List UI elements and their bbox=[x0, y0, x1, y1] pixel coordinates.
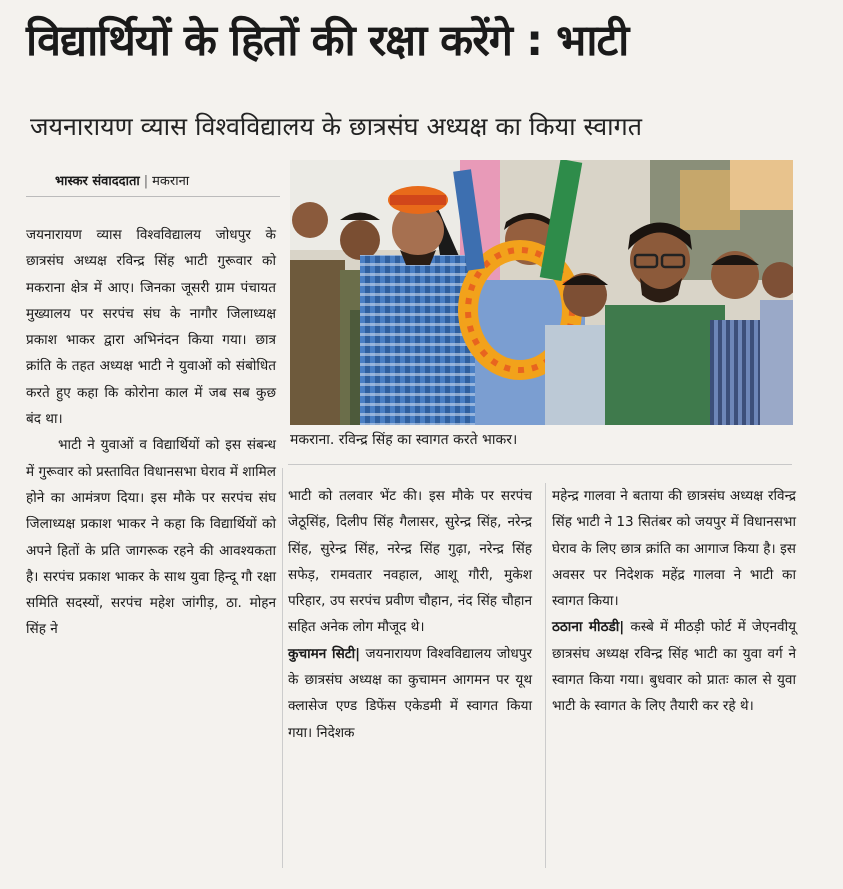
section-rule bbox=[288, 464, 792, 465]
column3-paragraph-2 bbox=[552, 614, 796, 719]
column2-paragraph-2-text: जयनारायण विश्वविद्यालय जोधपुर के छात्रसंघ अध्यक्ष का कुचामन आगमन पर यूथ क्लासेज एण्ड डिफेंस एकेडमी में स्वागत किया गया। निदेशक bbox=[288, 645, 532, 741]
column1-paragraph-2: भाटी ने युवाओं व विद्यार्थियों को इस संबन्ध में गुरूवार को प्रस्तावित विधानसभा घेराव में शामिल होने का आमंत्रण दिया। इस मौके पर सरपंच संघ जिलाध्यक्ष प्रकाश भाकर ने कहा कि विद्यार्थियों को अपने हितों के प्रति जागरूक रहने की आवश्यकता है। सरपंच प्रकाश भाकर के साथ युवा हिन्दू गौ रक्षा समिति सदस्यों, सरपंच महेश जांगीड़, ठा. मोहन सिंह ने bbox=[26, 437, 276, 638]
article-column-1 bbox=[26, 222, 276, 643]
byline bbox=[55, 170, 189, 194]
column-rule-2 bbox=[545, 483, 546, 868]
byline-agency: भास्कर संवाददाता bbox=[55, 174, 140, 189]
column1-paragraph-1: जयनारायण व्यास विश्वविद्यालय जोधपुर के छात्रसंघ अध्यक्ष रविन्द्र सिंह भाटी गुरूवार को मकराना क्षेत्र में आए। जिनका जूसरी ग्राम पंचायत मुख्यालय पर सरपंच संघ के नागौर जिलाध्यक्ष प्रकाश भाकर द्वारा अभिनंदन किया गया। छात्र क्रांति के तहत अध्यक्ष भाटी ने युवाओं को संबोधित करते हुए कहा कि कोरोना काल में जब सब कुछ बंद था। bbox=[26, 227, 276, 428]
article-column-2 bbox=[288, 483, 532, 746]
subheadline: जयनारायण व्यास विश्वविद्यालय के छात्रसंघ अध्यक्ष का किया स्वागत bbox=[30, 112, 642, 141]
column-rule-1 bbox=[282, 468, 283, 868]
byline-location: मकराना bbox=[152, 174, 190, 189]
news-photo bbox=[290, 160, 793, 425]
column2-dateline: कुचामन सिटी| bbox=[288, 645, 361, 662]
photo-caption: मकराना. रविन्द्र सिंह का स्वागत करते भाकर। bbox=[290, 432, 518, 448]
byline-rule bbox=[26, 196, 280, 197]
column2-paragraph-2 bbox=[288, 641, 532, 746]
column3-dateline: ठठाना मीठडी| bbox=[552, 619, 625, 636]
column2-paragraph-1: भाटी को तलवार भेंट की। इस मौके पर सरपंच जेठूसिंह, दिलीप सिंह गैलासर, सुरेन्द्र सिंह, नरेन्द्र सिंह, सुरेन्द्र सिंह, नरेन्द्र सिंह गुढ़ा, नरेन्द्र सिंह सफेड़, रामवतार नवहाल, आशू गौरी, मुकेश परिहार, उप सरपंच प्रवीण चौहान, नंद सिंह चौहान सहित अनेक लोग मौजूद थे। bbox=[288, 488, 532, 636]
column3-paragraph-2-text: कस्बे में मीठड़ी फोर्ट में जेएनवीयू छात्रसंघ अध्यक्ष रविन्द्र सिंह भाटी का युवा वर्ग ने स्वागत किया गया। बुधवार को प्रातः काल से युवा भाटी के स्वागत के लिए तैयारी कर रहे थे। bbox=[552, 619, 797, 715]
byline-separator: | bbox=[143, 174, 149, 189]
headline: विद्यार्थियों के हितों की रक्षा करेंगे : भाटी bbox=[26, 16, 629, 66]
article-column-3 bbox=[552, 483, 796, 720]
column3-paragraph-1: महेन्द्र गालवा ने बताया की छात्रसंघ अध्यक्ष रविन्द्र सिंह भाटी ने 13 सितंबर को जयपुर में विधानसभा घेराव के लिए छात्र क्रांति का आगाज किया है। इस अवसर पर निदेशक महेंद्र गालवा ने भाटी का स्वागत किया। bbox=[552, 488, 796, 610]
